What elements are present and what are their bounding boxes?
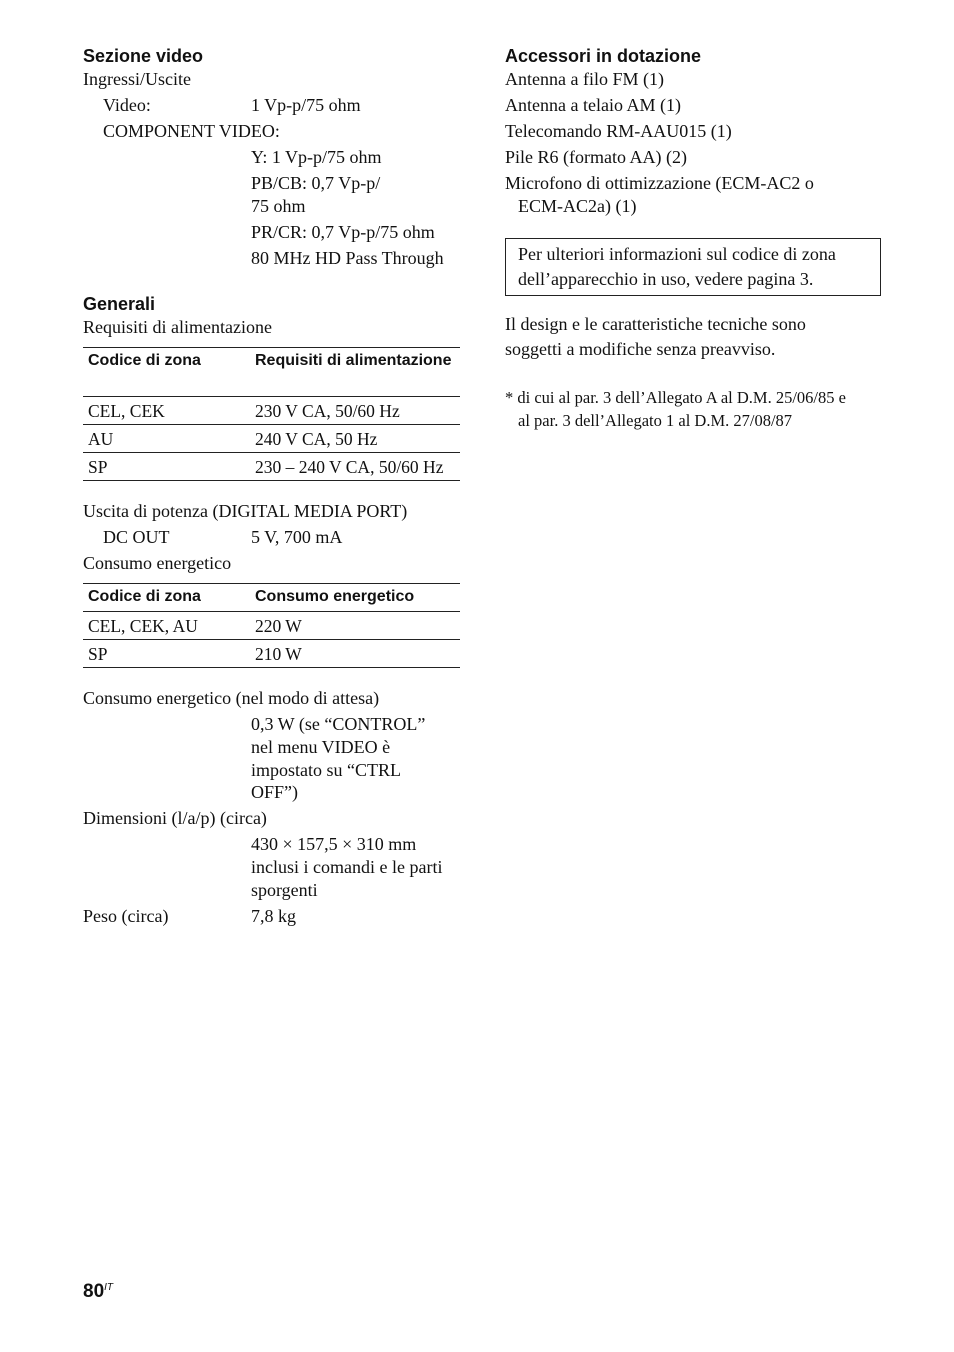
table-row	[83, 397, 460, 425]
list-item: ECM-AC2a) (1)	[518, 196, 637, 216]
list-item: Antenna a telaio AM (1)	[505, 95, 681, 115]
component-line: PB/CB: 0,7 Vp-p/	[251, 173, 381, 193]
column-header: Consumo energetico	[250, 584, 460, 612]
power-requirements-label: Requisiti di alimentazione	[83, 317, 272, 337]
table-cell: AU	[83, 425, 250, 453]
table-row	[83, 612, 460, 640]
table-cell: CEL, CEK	[83, 397, 250, 425]
note-line: Per ulteriori informazioni sul codice di zona	[518, 244, 836, 264]
video-section-heading: Sezione video	[83, 46, 204, 66]
standby-line: 0,3 W (se “CONTROL”	[251, 714, 426, 734]
list-item: Microfono di ottimizzazione (ECM-AC2 o	[505, 173, 814, 193]
list-item: Telecomando RM-AAU015 (1)	[505, 121, 732, 141]
table-row	[83, 640, 460, 668]
disclaimer-line: Il design e le caratteristiche tecniche sono	[505, 314, 806, 334]
standby-line: nel menu VIDEO è	[251, 737, 391, 757]
table-row	[83, 453, 460, 481]
io-label: Ingressi/Uscite	[83, 69, 191, 89]
table-header-row	[83, 348, 460, 397]
note-line: dell’apparecchio in uso, vedere pagina 3.	[518, 269, 814, 289]
list-item: Antenna a filo FM (1)	[505, 69, 664, 89]
standby-line: impostato su “CTRL	[251, 760, 401, 780]
accessories-heading: Accessori in dotazione	[505, 46, 702, 66]
standby-label: Consumo energetico (nel modo di attesa)	[83, 688, 380, 708]
consumption-label: Consumo energetico	[83, 553, 232, 573]
weight-value: 7,8 kg	[251, 906, 296, 926]
video-label: Video:	[103, 95, 151, 115]
dc-out-label: DC OUT	[103, 527, 170, 547]
component-line: 75 ohm	[251, 196, 306, 216]
table-cell: SP	[83, 640, 250, 668]
component-line: PR/CR: 0,7 Vp-p/75 ohm	[251, 222, 435, 242]
table-cell: 220 W	[250, 612, 460, 640]
table-row	[83, 425, 460, 453]
table-cell: 230 – 240 V CA, 50/60 Hz	[250, 453, 460, 481]
consumption-table	[83, 583, 460, 668]
component-line: 80 MHz HD Pass Through	[251, 248, 444, 268]
general-section-heading: Generali	[83, 294, 156, 314]
dc-out-value: 5 V, 700 mA	[251, 527, 343, 547]
power-requirements-table	[83, 347, 460, 481]
footnote-line: al par. 3 dell’Allegato 1 al D.M. 27/08/87	[518, 411, 793, 430]
table-cell: 230 V CA, 50/60 Hz	[250, 397, 460, 425]
component-label: COMPONENT VIDEO:	[103, 121, 280, 141]
weight-label: Peso (circa)	[83, 906, 169, 926]
dimensions-label: Dimensioni (l/a/p) (circa)	[83, 808, 267, 828]
video-value: 1 Vp-p/75 ohm	[251, 95, 361, 115]
disclaimer-line: soggetti a modifiche senza preavviso.	[505, 339, 776, 359]
table-cell: SP	[83, 453, 250, 481]
column-header: Codice di zona	[83, 348, 250, 397]
dimensions-line: sporgenti	[251, 880, 318, 900]
list-item: Pile R6 (formato AA) (2)	[505, 147, 687, 167]
dimensions-line: 430 × 157,5 × 310 mm	[251, 834, 417, 854]
component-line: Y: 1 Vp-p/75 ohm	[251, 147, 382, 167]
footnote-line: * di cui al par. 3 dell’Allegato A al D.M. 25/06/85 e	[505, 388, 846, 407]
table-cell: 210 W	[250, 640, 460, 668]
column-header: Codice di zona	[83, 584, 250, 612]
page-language-suffix: IT	[104, 1282, 114, 1293]
table-cell: 240 V CA, 50 Hz	[250, 425, 460, 453]
table-header-row	[83, 584, 460, 612]
dimensions-line: inclusi i comandi e le parti	[251, 857, 443, 877]
power-output-label: Uscita di potenza (DIGITAL MEDIA PORT)	[83, 501, 408, 521]
page-number	[83, 1281, 113, 1303]
column-header: Requisiti di alimentazione	[250, 348, 460, 397]
standby-line: OFF”)	[251, 782, 299, 802]
page-number-value: 80	[83, 1281, 105, 1302]
table-cell: CEL, CEK, AU	[83, 612, 250, 640]
